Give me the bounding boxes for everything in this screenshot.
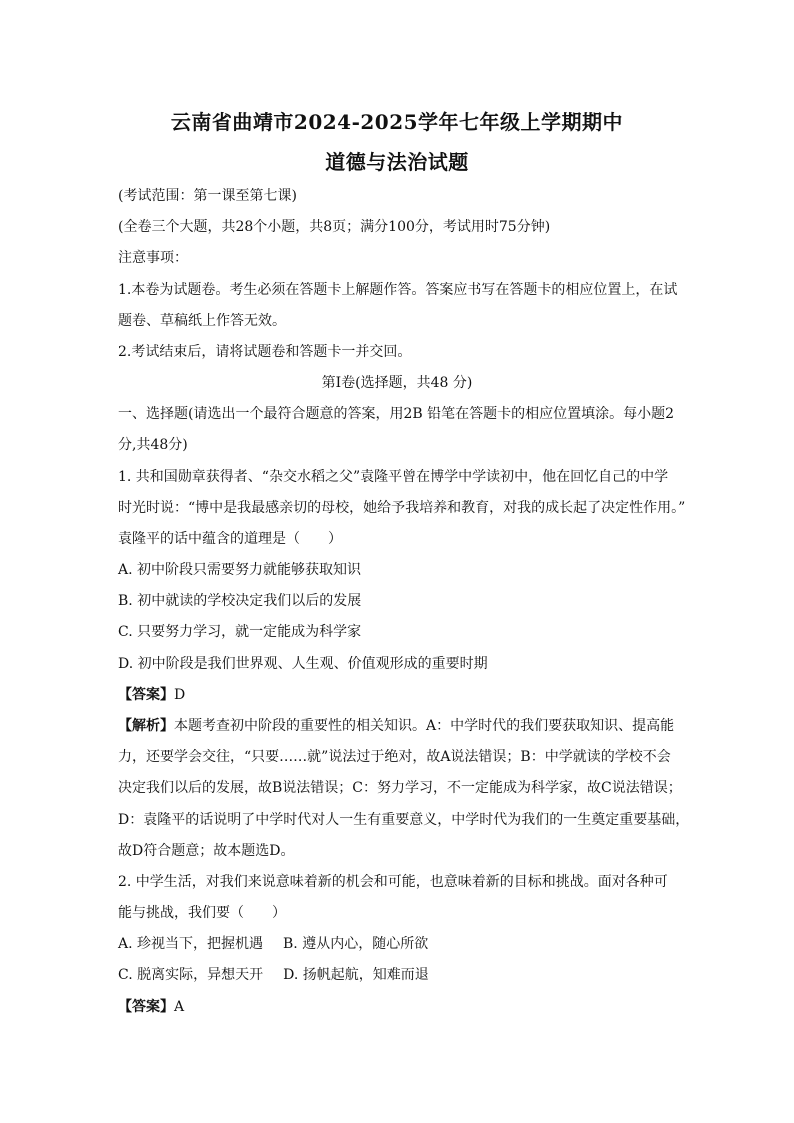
q1-analysis-label: 【解析】 (118, 718, 174, 734)
q1-answer (118, 686, 185, 704)
notice-1-line1: 1.本卷为试题卷。考生必须在答题卡上解题作答。答案应书写在答题卡的相应位置上，在试 (118, 282, 678, 298)
q2-option-d: D. 扬帆起航，知难而退 (283, 967, 429, 983)
exam-overview: (全卷三个大题，共28个小题，共8页；满分100分，考试用时75分钟) (118, 219, 551, 235)
exam-title-line1: 云南省曲靖市2024-2025学年七年级上学期期中 (170, 110, 624, 134)
q1-analysis-line1 (118, 717, 674, 735)
q1-option-a: A. 初中阶段只需要努力就能够获取知识 (118, 562, 362, 578)
notice-heading: 注意事项： (118, 250, 188, 266)
q2-answer-label: 【答案】 (118, 999, 174, 1015)
q1-option-b: B. 初中就读的学校决定我们以后的发展 (118, 593, 362, 609)
q2-option-c: C. 脱离实际，异想天开 (118, 967, 264, 983)
q1-analysis-text1: 本题考查初中阶段的重要性的相关知识。A：中学时代的我们要获取知识、提高能 (174, 718, 675, 734)
q1-stem-line3: 袁隆平的话中蕴含的道理是（ ） (118, 531, 342, 547)
q1-analysis-line3: 决定我们以后的发展，故B说法错误；C：努力学习，不一定能成为科学家，故C说法错误； (118, 780, 682, 796)
q2-options-row2 (118, 966, 429, 984)
q2-options-row1 (118, 935, 428, 953)
section-heading: 第Ⅰ卷(选择题，共48 分) (321, 375, 473, 391)
q2-stem-line2: 能与挑战，我们要（ ） (118, 905, 286, 921)
q1-analysis-line2: 力，还要学会交往，“只要……就”说法过于绝对，故A说法错误；B：中学就读的学校不会 (118, 749, 671, 765)
q1-option-c: C. 只要努力学习，就一定能成为科学家 (118, 624, 362, 640)
notice-1-line2: 题卷、草稿纸上作答无效。 (118, 313, 286, 329)
q1-analysis-line5: 故D符合题意；故本题选D。 (118, 843, 295, 859)
q2-stem-line1: 2. 中学生活，对我们来说意味着新的机会和可能，也意味着新的目标和挑战。面对各种可 (118, 874, 668, 890)
q1-stem-line1: 1. 共和国勋章获得者、“杂交水稻之父”袁隆平曾在博学中学读初中，他在回忆自己的中学 (118, 469, 669, 485)
q2-answer (118, 998, 184, 1016)
q1-analysis-line4: D：袁隆平的话说明了中学时代对人一生有重要意义，中学时代为我们的一生奠定重要基础， (118, 812, 690, 828)
q2-option-b: B. 遵从内心，随心所欲 (283, 936, 429, 952)
q1-answer-label: 【答案】 (118, 687, 174, 703)
exam-scope: (考试范围：第一课至第七课) (118, 188, 297, 204)
q2-option-a: A. 珍视当下，把握机遇 (118, 936, 264, 952)
q1-option-d: D. 初中阶段是我们世界观、人生观、价值观形成的重要时期 (118, 656, 488, 672)
notice-2: 2.考试结束后，请将试题卷和答题卡一并交回。 (118, 344, 412, 360)
exam-title-line2: 道德与法治试题 (325, 150, 469, 174)
q1-stem-line2: 时光时说：“博中是我最感亲切的母校，她给予我培养和教育，对我的成长起了决定性作用。” (118, 500, 686, 516)
q2-answer-value: A (174, 999, 185, 1015)
section-instruction-line2: 分,共48分) (118, 437, 188, 453)
q1-answer-value: D (174, 687, 186, 703)
section-instruction-line1: 一、选择题(请选出一个最符合题意的答案，用2B 铅笔在答题卡的相应位置填涂。每小题2 (118, 406, 675, 422)
